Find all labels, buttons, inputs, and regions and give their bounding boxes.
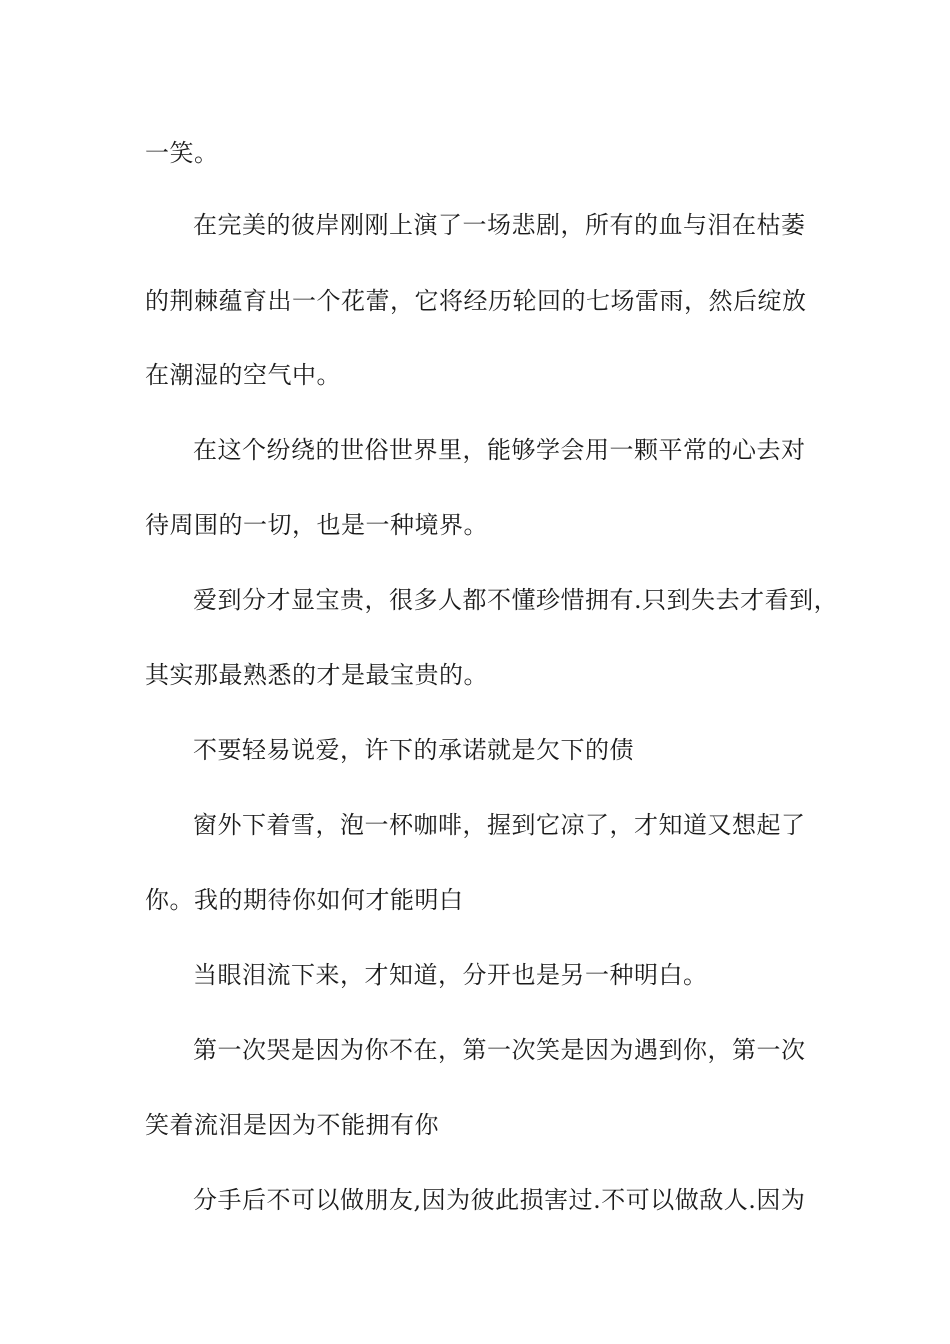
text-line: 当眼泪流下来，才知道，分开也是另一种明白。 xyxy=(193,961,708,989)
text-line: 在潮湿的空气中。 xyxy=(145,361,341,389)
text-line: 待周围的一切，也是一种境界。 xyxy=(145,511,488,539)
text-line: 第一次哭是因为你不在，第一次笑是因为遇到你，第一次 xyxy=(193,1036,806,1064)
text-line: 其实那最熟悉的才是最宝贵的。 xyxy=(145,661,488,689)
text-line: 你。我的期待你如何才能明白 xyxy=(145,886,464,914)
text-line: 分手后不可以做朋友,因为彼此损害过.不可以做敌人.因为 xyxy=(193,1186,806,1214)
text-line: 爱到分才显宝贵，很多人都不懂珍惜拥有.只到失去才看到， xyxy=(193,586,839,614)
text-line: 一笑。 xyxy=(145,139,219,167)
text-line: 在完美的彼岸刚刚上演了一场悲剧，所有的血与泪在枯萎 xyxy=(193,211,806,239)
text-line: 的荆棘蕴育出一个花蕾，它将经历轮回的七场雷雨，然后绽放 xyxy=(145,287,807,315)
text-line: 窗外下着雪，泡一杯咖啡，握到它凉了，才知道又想起了 xyxy=(193,811,806,839)
text-line: 不要轻易说爱，许下的承诺就是欠下的债 xyxy=(193,736,634,764)
text-line: 在这个纷绕的世俗世界里，能够学会用一颗平常的心去对 xyxy=(193,436,806,464)
text-line: 笑着流泪是因为不能拥有你 xyxy=(145,1111,439,1139)
